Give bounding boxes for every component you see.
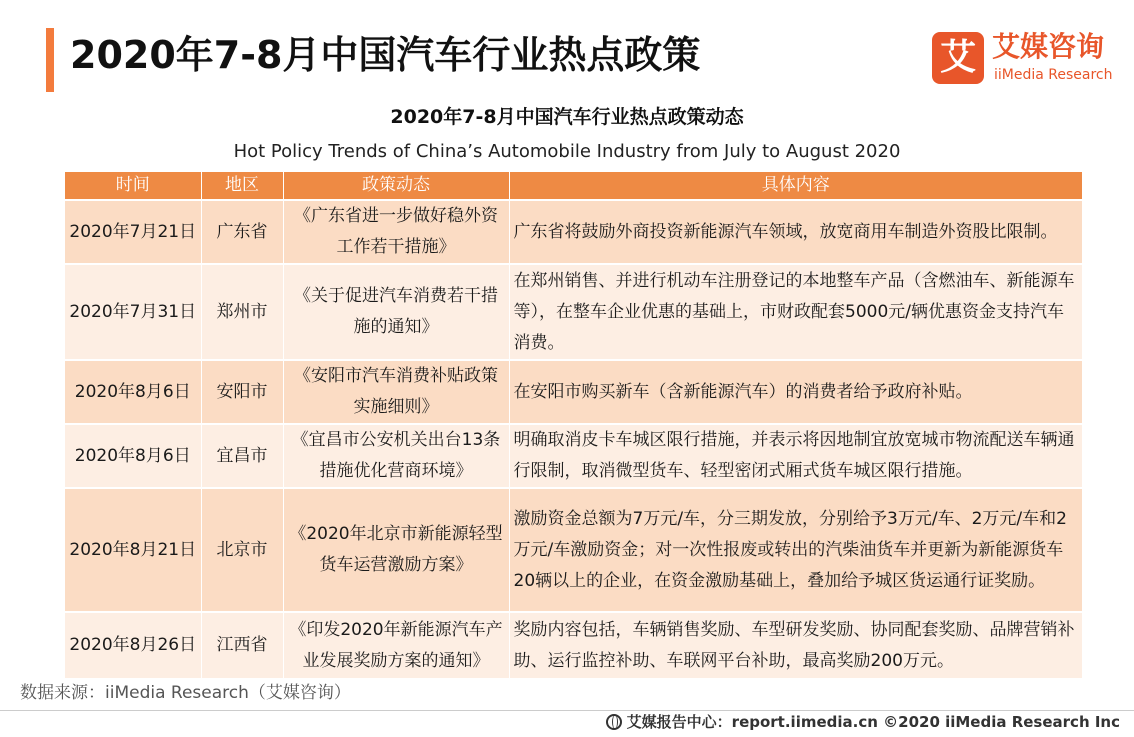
cell-region: 广东省	[201, 200, 283, 264]
cell-content: 在郑州销售、并进行机动车注册登记的本地整车产品（含燃油车、新能源车等），在整车企业优惠的基础上，市财政配套5000元/辆优惠资金支持汽车消费。	[509, 264, 1082, 360]
globe-icon	[606, 714, 622, 730]
cell-date: 2020年8月6日	[65, 424, 201, 488]
cell-policy: 《安阳市汽车消费补贴政策实施细则》	[283, 360, 509, 424]
cell-date: 2020年8月21日	[65, 488, 201, 612]
cell-date: 2020年7月21日	[65, 200, 201, 264]
cell-policy: 《宜昌市公安机关出台13条措施优化营商环境》	[283, 424, 509, 488]
column-header-content: 具体内容	[509, 172, 1082, 200]
table-header-row	[65, 172, 1082, 200]
table-title: 2020年7-8月中国汽车行业热点政策动态	[390, 106, 744, 128]
table-row	[65, 200, 1082, 264]
data-source-note: 数据来源：iiMedia Research（艾媒咨询）	[20, 683, 351, 703]
cell-date: 2020年8月26日	[65, 612, 201, 678]
cell-region: 宜昌市	[201, 424, 283, 488]
cell-region: 安阳市	[201, 360, 283, 424]
cell-policy: 《广东省进一步做好稳外资工作若干措施》	[283, 200, 509, 264]
cell-date: 2020年7月31日	[65, 264, 201, 360]
cell-content: 广东省将鼓励外商投资新能源汽车领域，放宽商用车制造外资股比限制。	[509, 200, 1082, 264]
logo-icon: 艾	[932, 32, 984, 84]
footer-text: 艾媒报告中心：report.iimedia.cn ©2020 iiMedia Research Inc	[626, 713, 1120, 731]
cell-region: 郑州市	[201, 264, 283, 360]
table-row	[65, 488, 1082, 612]
logo-text-en: iiMedia Research	[994, 67, 1113, 83]
table-subtitle: Hot Policy Trends of China’s Automobile Industry from July to August 2020	[233, 141, 901, 162]
table-row	[65, 360, 1082, 424]
table-row	[65, 612, 1082, 678]
page-title: 2020年7-8月中国汽车行业热点政策	[70, 33, 701, 77]
table-row	[65, 424, 1082, 488]
logo-text-cn: 艾媒咨询	[992, 30, 1105, 63]
column-header-region: 地区	[201, 172, 283, 200]
cell-policy: 《2020年北京市新能源轻型货车运营激励方案》	[283, 488, 509, 612]
brand-logo	[932, 32, 1120, 88]
cell-content: 激励资金总额为7万元/车，分三期发放，分别给予3万元/车、2万元/车和2万元/车激励资金；对一次性报废或转出的汽柴油货车并更新为新能源货车20辆以上的企业，在资金激励基础上，叠加给予城区货运通行证奖励。	[509, 488, 1082, 612]
footer	[606, 712, 1120, 732]
cell-content: 在安阳市购买新车（含新能源汽车）的消费者给予政府补贴。	[509, 360, 1082, 424]
policy-table	[65, 172, 1082, 678]
cell-policy: 《关于促进汽车消费若干措施的通知》	[283, 264, 509, 360]
title-accent-bar	[46, 28, 54, 92]
table-row	[65, 264, 1082, 360]
column-header-date: 时间	[65, 172, 201, 200]
column-header-policy: 政策动态	[283, 172, 509, 200]
cell-region: 江西省	[201, 612, 283, 678]
cell-date: 2020年8月6日	[65, 360, 201, 424]
cell-region: 北京市	[201, 488, 283, 612]
cell-policy: 《印发2020年新能源汽车产业发展奖励方案的通知》	[283, 612, 509, 678]
footer-divider	[0, 710, 1134, 711]
cell-content: 奖励内容包括，车辆销售奖励、车型研发奖励、协同配套奖励、品牌营销补助、运行监控补助、车联网平台补助，最高奖励200万元。	[509, 612, 1082, 678]
cell-content: 明确取消皮卡车城区限行措施，并表示将因地制宜放宽城市物流配送车辆通行限制，取消微型货车、轻型密闭式厢式货车城区限行措施。	[509, 424, 1082, 488]
